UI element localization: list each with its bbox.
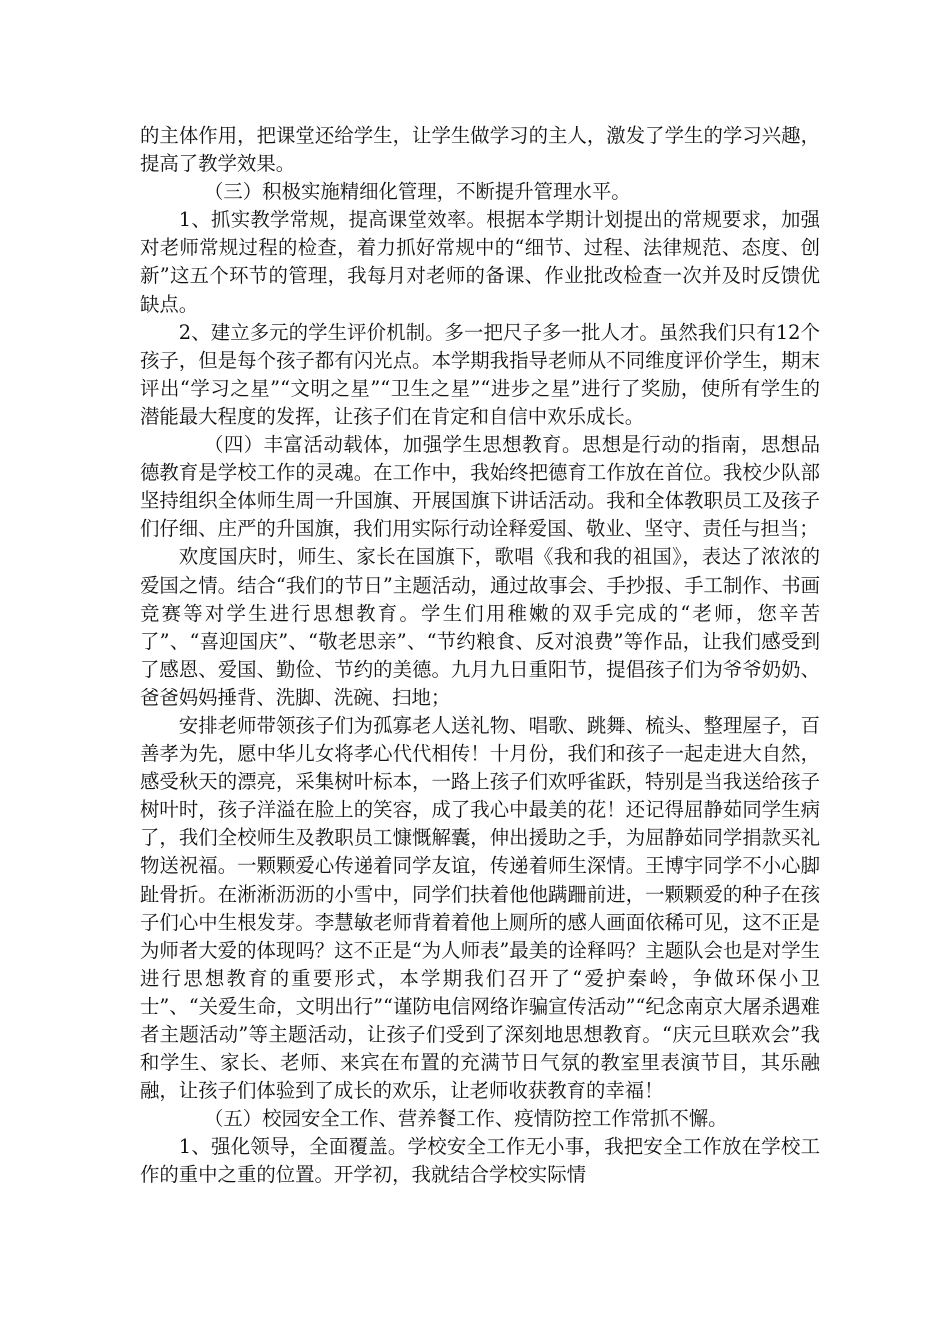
paragraph-activities: 安排老师带领孩子们为孤寡老人送礼物、唱歌、跳舞、梳头、整理屋子，百善孝为先，愿中华儿女将孝心代代相传！十月份，我们和孩子一起走进大自然，感受秋天的漂亮，采集树叶标本，一路上孩子们欢呼雀跃，特别是当我送给孩子树叶时，孩子洋溢在脸上的笑容，成了我心中最美的花！还记得屈静茹同学生病了，我们全校师生及教职员工慷慨解囊，伸出援助之手，为屈静茹同学捐款买礼物送祝福。一颗颗爱心传递着同学友谊，传递着师生深情。王博宇同学不小心脚趾骨折。在淅淅沥沥的小雪中，同学们扶着他他蹒跚前进，一颗颗爱的种子在孩子们心中生根发芽。李慧敏老师背着着他上厕所的感人画面依稀可见，这不正是为师者大爱的体现吗？这不正是“为人师表”最美的诠释吗？主题队会也是对学生进行思想教育的重要形式，本学期我们召开了“爱护秦岭，争做环保小卫士”、“关爱生命，文明出行”“谨防电信网络诈骗宣传活动”“纪念南京大屠杀遇难者主题活动”等主题活动，让孩子们受到了深刻地思想教育。“庆元旦联欢会”我和学生、家长、老师、来宾在布置的充满节日气氛的教室里表演节目，其乐融融，让孩子们体验到了成长的欢乐，让老师收获教育的幸福！: [140, 713, 820, 1103]
section-heading-4: （四）丰富活动载体，加强学生思想教育。思想是行动的指南，思想品德教育是学校工作的灵魂。在工作中，我始终把德育工作放在首位。我校少队部坚持组织全体师生周一升国旗、开展国旗下讲话活动。我和全体教职员工及孩子们仔细、庄严的升国旗，我们用实际行动诠释爱国、敬业、坚守、责任与担当；: [140, 433, 820, 541]
document-body: [140, 122, 820, 1190]
section-heading-3: （三）积极实施精细化管理，不断提升管理水平。: [204, 180, 631, 204]
paragraph-continuation: 的主体作用，把课堂还给学生，让学生做学习的主人，激发了学生的学习兴趣，提高了教学效果。: [140, 124, 820, 176]
section-heading-5: （五）校园安全工作、营养餐工作、疫情防控工作常抓不懈。: [204, 1107, 728, 1131]
paragraph-national-day: 欢度国庆时，师生、家长在国旗下，歌唱《我和我的祖国》，表达了浓浓的爱国之情。结合“我们的节日”主题活动，通过故事会、手抄报、手工制作、书画竞赛等对学生进行思想教育。学生们用稚嫩的双手完成的“老师，您辛苦了”、“喜迎国庆”、“敬老思亲”、“节约粮食、反对浪费”等作品，让我们感受到了感恩、爱国、勤俭、节约的美德。九月九日重阳节，提倡孩子们为爷爷奶奶、爸爸妈妈捶背、洗脚、洗碗、扫地；: [140, 545, 820, 709]
paragraph-teaching-routine: 1、抓实教学常规，提高课堂效率。根据本学期计划提出的常规要求，加强对老师常规过程的检查，着力抓好常规中的“细节、过程、法律规范、态度、创新”这五个环节的管理，我每月对老师的备课、作业批改检查一次并及时反馈优缺点。: [140, 208, 820, 316]
paragraph-safety-leadership: 1、强化领导，全面覆盖。学校安全工作无小事，我把安全工作放在学校工作的重中之重的位置。开学初，我就结合学校实际情: [140, 1135, 820, 1187]
paragraph-student-evaluation: 2、建立多元的学生评价机制。多一把尺子多一批人才。虽然我们只有12个孩子，但是每个孩子都有闪光点。本学期我指导老师从不同维度评价学生，期末评出“学习之星”“文明之星”“卫生之星”“进步之星”进行了奖励，使所有学生的潜能最大程度的发挥，让孩子们在肯定和自信中欢乐成长。: [140, 320, 820, 428]
